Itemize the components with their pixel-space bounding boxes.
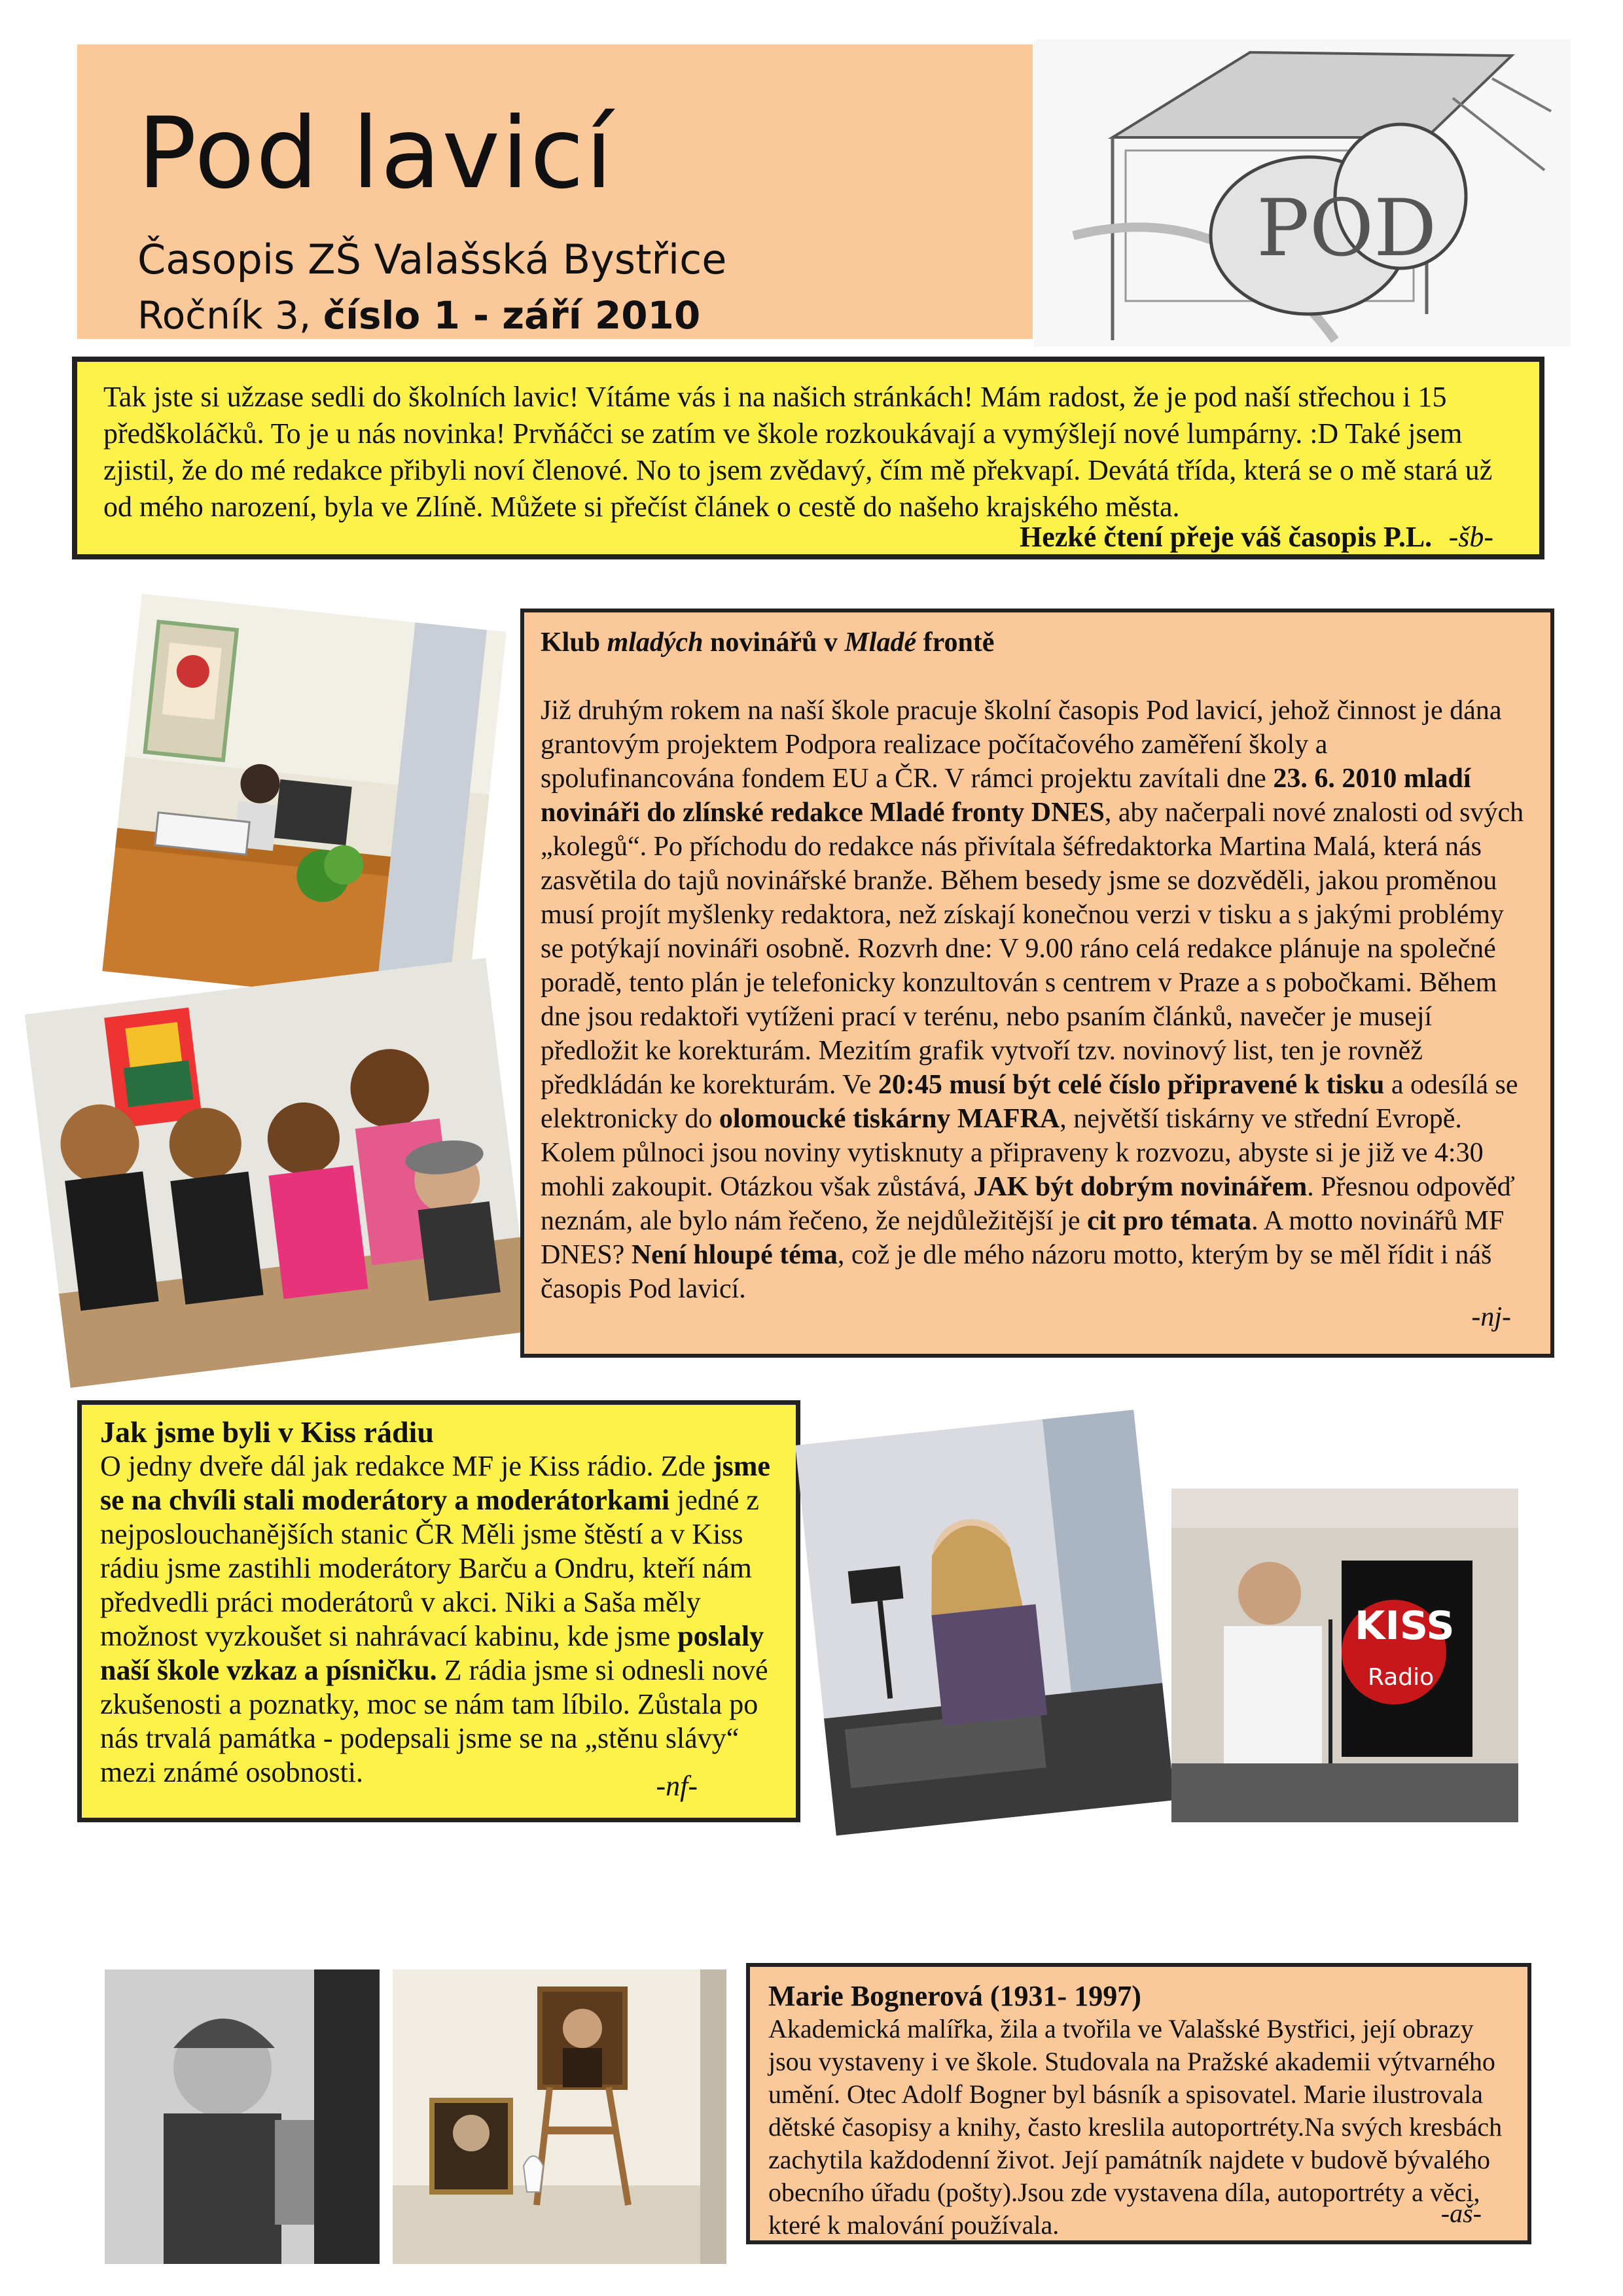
klub-text: , aby načerpali nové znalosti od svých „kolegů“. Po příchodu do redakce nás přivítala šéfredaktorka Martina Malá, která nás zasvětila do tajů novinářské branže. Během besedy jsme se dozvěděli, jakou proměnou musí projít myšlenky redaktora, než získají konečnou verzi v tisku a s jakými problémy se potýkají novináři osobně. Rozvrh dne: V 9.00 ráno celá redakce plánuje na společné poradě, tento plán je telefonicky konzultován s centrem v Praze a s pobočkami. Během dne jsou redaktoři vytíženi prací v terénu, nebo psaním článků, navečer je musejí předložit ke korekturám. Mezitím grafik vytvoří tzv. novinový list, ten je rovněž předkládán ke korekturám. Ve (541, 798, 1524, 1100)
klub-text: a odesílá se elektronicky do (541, 1070, 1518, 1134)
article-klub-body (541, 694, 1524, 1306)
klub-bold: cit pro témata (1086, 1206, 1252, 1236)
intro-box (72, 357, 1544, 559)
kiss-bold: jsme se na chvíli stali moderátory a moderátorkami (100, 1450, 770, 1516)
kiss-text: Z rádia jsme si odnesli nové zkušenosti a poznatky, moc se nám tam líbilo. Zůstala po nás trvalá památka - podepsali jsme se na „stěnu slávy“ mezi známé osobnosti. (100, 1654, 768, 1788)
article-klub-author: -nj- (1471, 1302, 1511, 1332)
magazine-title: Pod lavicí (137, 97, 614, 211)
issue-prefix: Ročník 3, (137, 293, 323, 338)
radio-sign-text: KISS (1355, 1603, 1455, 1649)
article-marie-bognerova (746, 1963, 1531, 2244)
klub-bold: 23. 6. 2010 mladí novináři do zlínské redakce Mladé fronty DNES (541, 764, 1471, 828)
article-klub-heading (541, 626, 1524, 660)
article-kiss-author: -nf- (656, 1770, 698, 1802)
photo-radio-studio-boy (1171, 1489, 1518, 1822)
klub-bold: Není hloupé téma (631, 1240, 838, 1270)
article-bognerova-author: -aš- (1440, 2199, 1482, 2228)
klub-text: Již druhým rokem na naší škole pracuje školní časopis Pod lavicí, jehož činnost je dána grantovým projektem Podpora realizace počítačového zaměření školy a spolufinancována fondem EU a ČR. V rámci projektu zavítali dne (541, 696, 1502, 794)
radio-sign-subtext: Radio (1368, 1664, 1435, 1691)
klub-text: . A motto novinářů MF DNES? (541, 1206, 1505, 1270)
issue-number: číslo 1 - září 2010 (323, 293, 701, 338)
klub-bold: JAK být dobrým novinářem (973, 1172, 1308, 1202)
intro-author: -šb- (1448, 521, 1493, 553)
article-kiss-body (100, 1449, 783, 1790)
magazine-subtitle: Časopis ZŠ Valašská Bystřice (137, 236, 727, 283)
article-kiss-radio (77, 1400, 800, 1822)
article-bognerova-body: Akademická malířka, žila a tvořila ve Valašské Bystřici, její obrazy jsou vystaveny i ve škole. Studovala na Pražské akademii výtvarného umění. Otec Adolf Bogner byl básník a spisovatel. Marie ilustrovala dětské časopisy a knihy, často kreslila autoportréty.Na svých kresbách zachytila každodenní život. Její památník najdete v budově bývalého obecního úřadu (pošty).Jsou zde vystavena díla, autoportréty a věci, které k malování používala. (768, 2014, 1503, 2240)
klub-heading-part: novinářů v (703, 627, 845, 658)
kiss-text: jedné z nejposlouchanějších stanic ČR Měli jsme štěstí a v Kiss rádiu jsme zastihli moderátory Barču a Ondru, kteří nám předvedli práci moderátorů v akci. Niki a Saša měly možnost vyzkoušet si nahrávací kabinu, kde jsme (100, 1484, 759, 1652)
klub-heading-part: mladých (607, 627, 704, 658)
klub-bold: 20:45 musí být celé číslo připravené k tisku (878, 1070, 1385, 1100)
intro-text: Tak jste si užzase sedli do školních lavic! Vítáme vás i na našich stránkách! Mám radost, že je pod naší střechou i 15 předškoláčků. To je u nás novinka! Prvňáčci se zatím ve škole rozkoukávají a vymýšlejí nové lumpárny. :D Také jsem zjistil, že do mé redakce přibyli noví členové. No to jsem zvědavý, čím mě překvapí. Devátá třída, která se o mě stará už od mého narození, byla ve Zlíně. Můžete si přečíst článek o cestě do našeho krajského města. (103, 381, 1493, 523)
photo-bognerova-exhibition (393, 1969, 726, 2264)
article-klub-mladych-novinaru (520, 609, 1554, 1358)
klub-text: , největší tiskárny ve střední Evropě. Kolem půlnoci jsou noviny vytisknuty a připraveny k rozvozu, abyste si je již ve 4:30 mohli zakoupit. Otázkou však zůstává, (541, 1104, 1484, 1202)
kiss-text: O jedny dveře dál jak redakce MF je Kiss rádio. Zde (100, 1450, 713, 1482)
klub-text: . Přesnou odpověď neznám, ale bylo nám řečeno, že nejdůležitější je (541, 1172, 1515, 1236)
logo-sketch (1034, 39, 1571, 347)
article-bognerova-heading: Marie Bognerová (1931- 1997) (768, 1980, 1141, 2012)
kiss-bold: poslaly naší škole vzkaz a písničku. (100, 1620, 764, 1686)
photo-students (25, 958, 532, 1388)
photo-newsroom-office (102, 593, 507, 1009)
klub-heading-part: Klub (541, 627, 607, 658)
issue-line (137, 293, 700, 338)
article-kiss-heading: Jak jsme byli v Kiss rádiu (100, 1415, 434, 1449)
klub-text: , což je dle mého názoru motto, kterým by se měl řídit i náš časopis Pod lavicí. (541, 1240, 1492, 1304)
photo-radio-studio-presenter (795, 1409, 1175, 1835)
photo-bognerova-portrait (105, 1969, 380, 2264)
intro-signature: Hezké čtení přeje váš časopis P.L. (1020, 521, 1433, 553)
klub-heading-part: Mladé (844, 627, 917, 658)
klub-bold: olomoucké tiskárny MAFRA (719, 1104, 1060, 1134)
logo-text: POD (1257, 183, 1437, 274)
klub-heading-part: frontě (916, 627, 995, 658)
